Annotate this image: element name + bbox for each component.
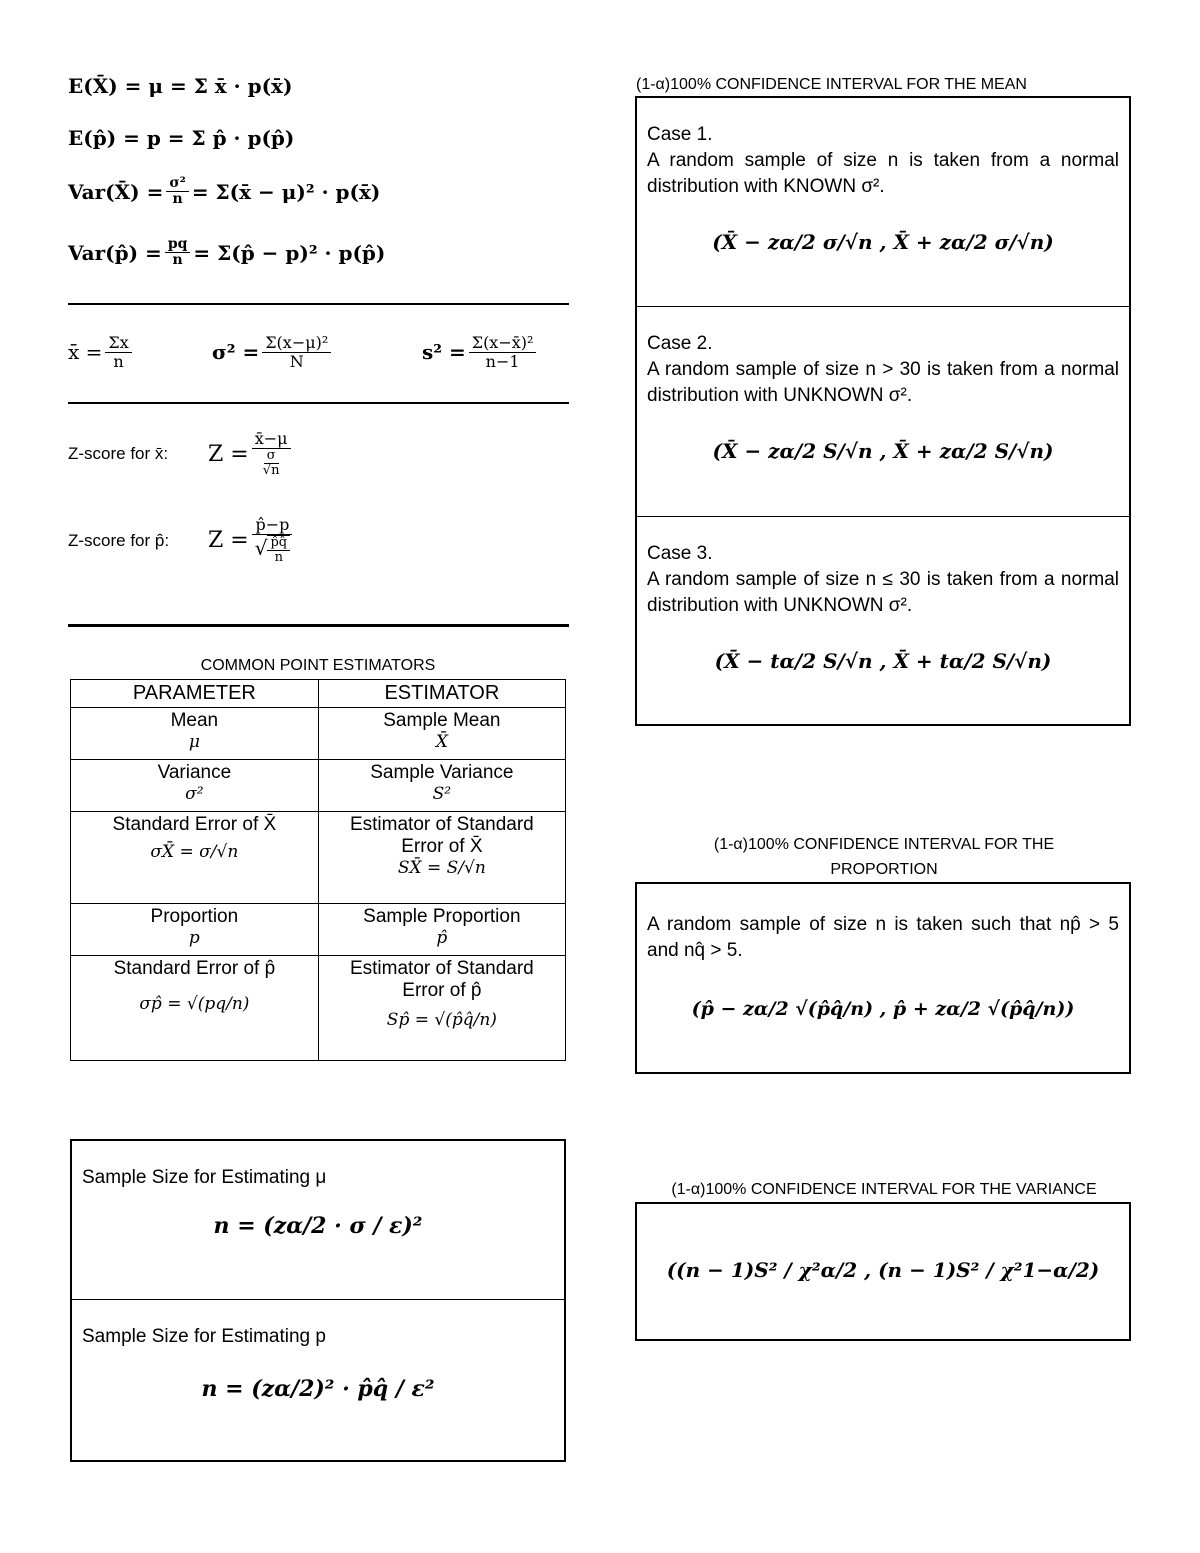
z-score-p-formula: Z-score for p̂: Z = p̂−p √ $\frac{p̂q̂}{n}$ bbox=[68, 516, 296, 565]
case1-title: Case 1. bbox=[647, 124, 713, 145]
sample-size-mu-title: Sample Size for Estimating μ bbox=[82, 1167, 327, 1188]
table-row: Standard Error of p̂ σp̂ = √(pq/n) Estimator of Standard Error of p̂ Sp̂ = √(p̂q̂/n) bbox=[71, 956, 566, 1061]
estimators-table bbox=[70, 679, 566, 1061]
ci-mean-box bbox=[635, 96, 1131, 726]
case3-formula: (X̄ − tα/2 S/√n , X̄ + tα/2 S/√n) bbox=[714, 649, 1052, 673]
ci-proportion-title-line1: (1-α)100% CONFIDENCE INTERVAL FOR THE bbox=[713, 836, 1055, 853]
table-row: Standard Error of X̄ σX̄ = σ/√n Estimator of Standard Error of X̄ SX̄ = S/√n bbox=[71, 812, 566, 904]
ci-variance-box bbox=[635, 1202, 1131, 1341]
table-row: Proportion p Sample Proportion p̂ bbox=[71, 904, 566, 956]
divider-2 bbox=[68, 402, 569, 404]
estimators-header-row bbox=[71, 680, 566, 708]
ci-mean-case-1 bbox=[637, 98, 1129, 306]
ci-proportion-title-line2: PROPORTION bbox=[830, 861, 938, 878]
case3-title: Case 3. bbox=[647, 543, 713, 564]
variance-x-fraction: $\frac{\text{σ²}}{n}$ bbox=[166, 176, 188, 208]
expected-value-x: E(X̄) = μ = Σ x̄ · p(x̄) bbox=[68, 74, 293, 98]
ci-proportion-box bbox=[635, 882, 1131, 1074]
sample-variance-formula: s² = $\frac{\text{Σ(x−x̄)²}}{n-1}$ bbox=[422, 334, 539, 370]
ci-mean-case-2 bbox=[637, 306, 1129, 516]
table-row: Mean μ Sample Mean X̄ bbox=[71, 708, 566, 760]
case2-formula: (X̄ − zα/2 S/√n , X̄ + zα/2 S/√n) bbox=[712, 439, 1054, 463]
estimators-title: COMMON POINT ESTIMATORS bbox=[200, 657, 436, 674]
header-parameter: PARAMETER bbox=[71, 680, 319, 708]
divider-1 bbox=[68, 303, 569, 305]
sample-size-mu-formula: n = (zα/2 · σ / ε)² bbox=[213, 1213, 423, 1239]
table-row: Variance σ² Sample Variance S² bbox=[71, 760, 566, 812]
case1-text: A random sample of size n is taken from a normal distribution with KNOWN σ². bbox=[647, 150, 1119, 197]
divider-3 bbox=[68, 624, 569, 627]
z-score-x-formula: Z-score for x̄: Z = $\frac{x̄-\mu}{\frac{\sigma}{√n}}$ bbox=[68, 430, 294, 478]
case3-text: A random sample of size n ≤ 30 is taken from a normal distribution with UNKNOWN σ². bbox=[647, 569, 1119, 616]
ci-proportion-text: A random sample of size n is taken such that np̂ > 5 and nq̂ > 5. bbox=[647, 914, 1119, 961]
ci-variance-formula: ((n − 1)S² / χ²α/2 , (n − 1)S² / χ²1−α/2) bbox=[666, 1258, 1100, 1282]
sample-size-p-formula: n = (zα/2)² · p̂q̂ / ε² bbox=[201, 1376, 435, 1402]
sample-size-p-section bbox=[72, 1299, 564, 1460]
ci-mean-title: (1-α)100% CONFIDENCE INTERVAL FOR THE MEAN bbox=[636, 76, 1027, 93]
sample-size-p-title: Sample Size for Estimating p bbox=[82, 1326, 326, 1347]
sample-size-mu-section bbox=[72, 1141, 564, 1299]
variance-p-formula: Var(p̂) = $\frac{pq}{n}$ = Σ(p̂ − p)² · p(p̂) bbox=[68, 236, 386, 269]
variance-x-formula: Var(X̄) = $\frac{\text{σ²}}{n}$ = Σ(x̄ − μ)² · p(x̄) bbox=[68, 175, 381, 208]
ci-variance-title: (1-α)100% CONFIDENCE INTERVAL FOR THE VARIANCE bbox=[671, 1181, 1097, 1198]
header-estimator: ESTIMATOR bbox=[318, 680, 565, 708]
case1-formula: (X̄ − zα/2 σ/√n , X̄ + zα/2 σ/√n) bbox=[712, 230, 1054, 254]
ci-proportion-formula: (p̂ − zα/2 √(p̂q̂/n) , p̂ + zα/2 √(p̂q̂/n)) bbox=[691, 998, 1075, 1020]
case2-title: Case 2. bbox=[647, 333, 713, 354]
sample-mean-formula: x̄ = $\frac{\Sigma x}{n}$ bbox=[68, 334, 135, 370]
variance-p-fraction: $\frac{pq}{n}$ bbox=[165, 237, 191, 269]
sample-size-box bbox=[70, 1139, 566, 1462]
ci-mean-case-3 bbox=[637, 516, 1129, 724]
case2-text: A random sample of size n > 30 is taken from a normal distribution with UNKNOWN σ². bbox=[647, 359, 1119, 406]
population-variance-formula: σ² = $\frac{\text{Σ(x−μ)²}}{N}$ bbox=[212, 334, 334, 370]
expected-value-p: E(p̂) = p = Σ p̂ · p(p̂) bbox=[68, 126, 295, 150]
